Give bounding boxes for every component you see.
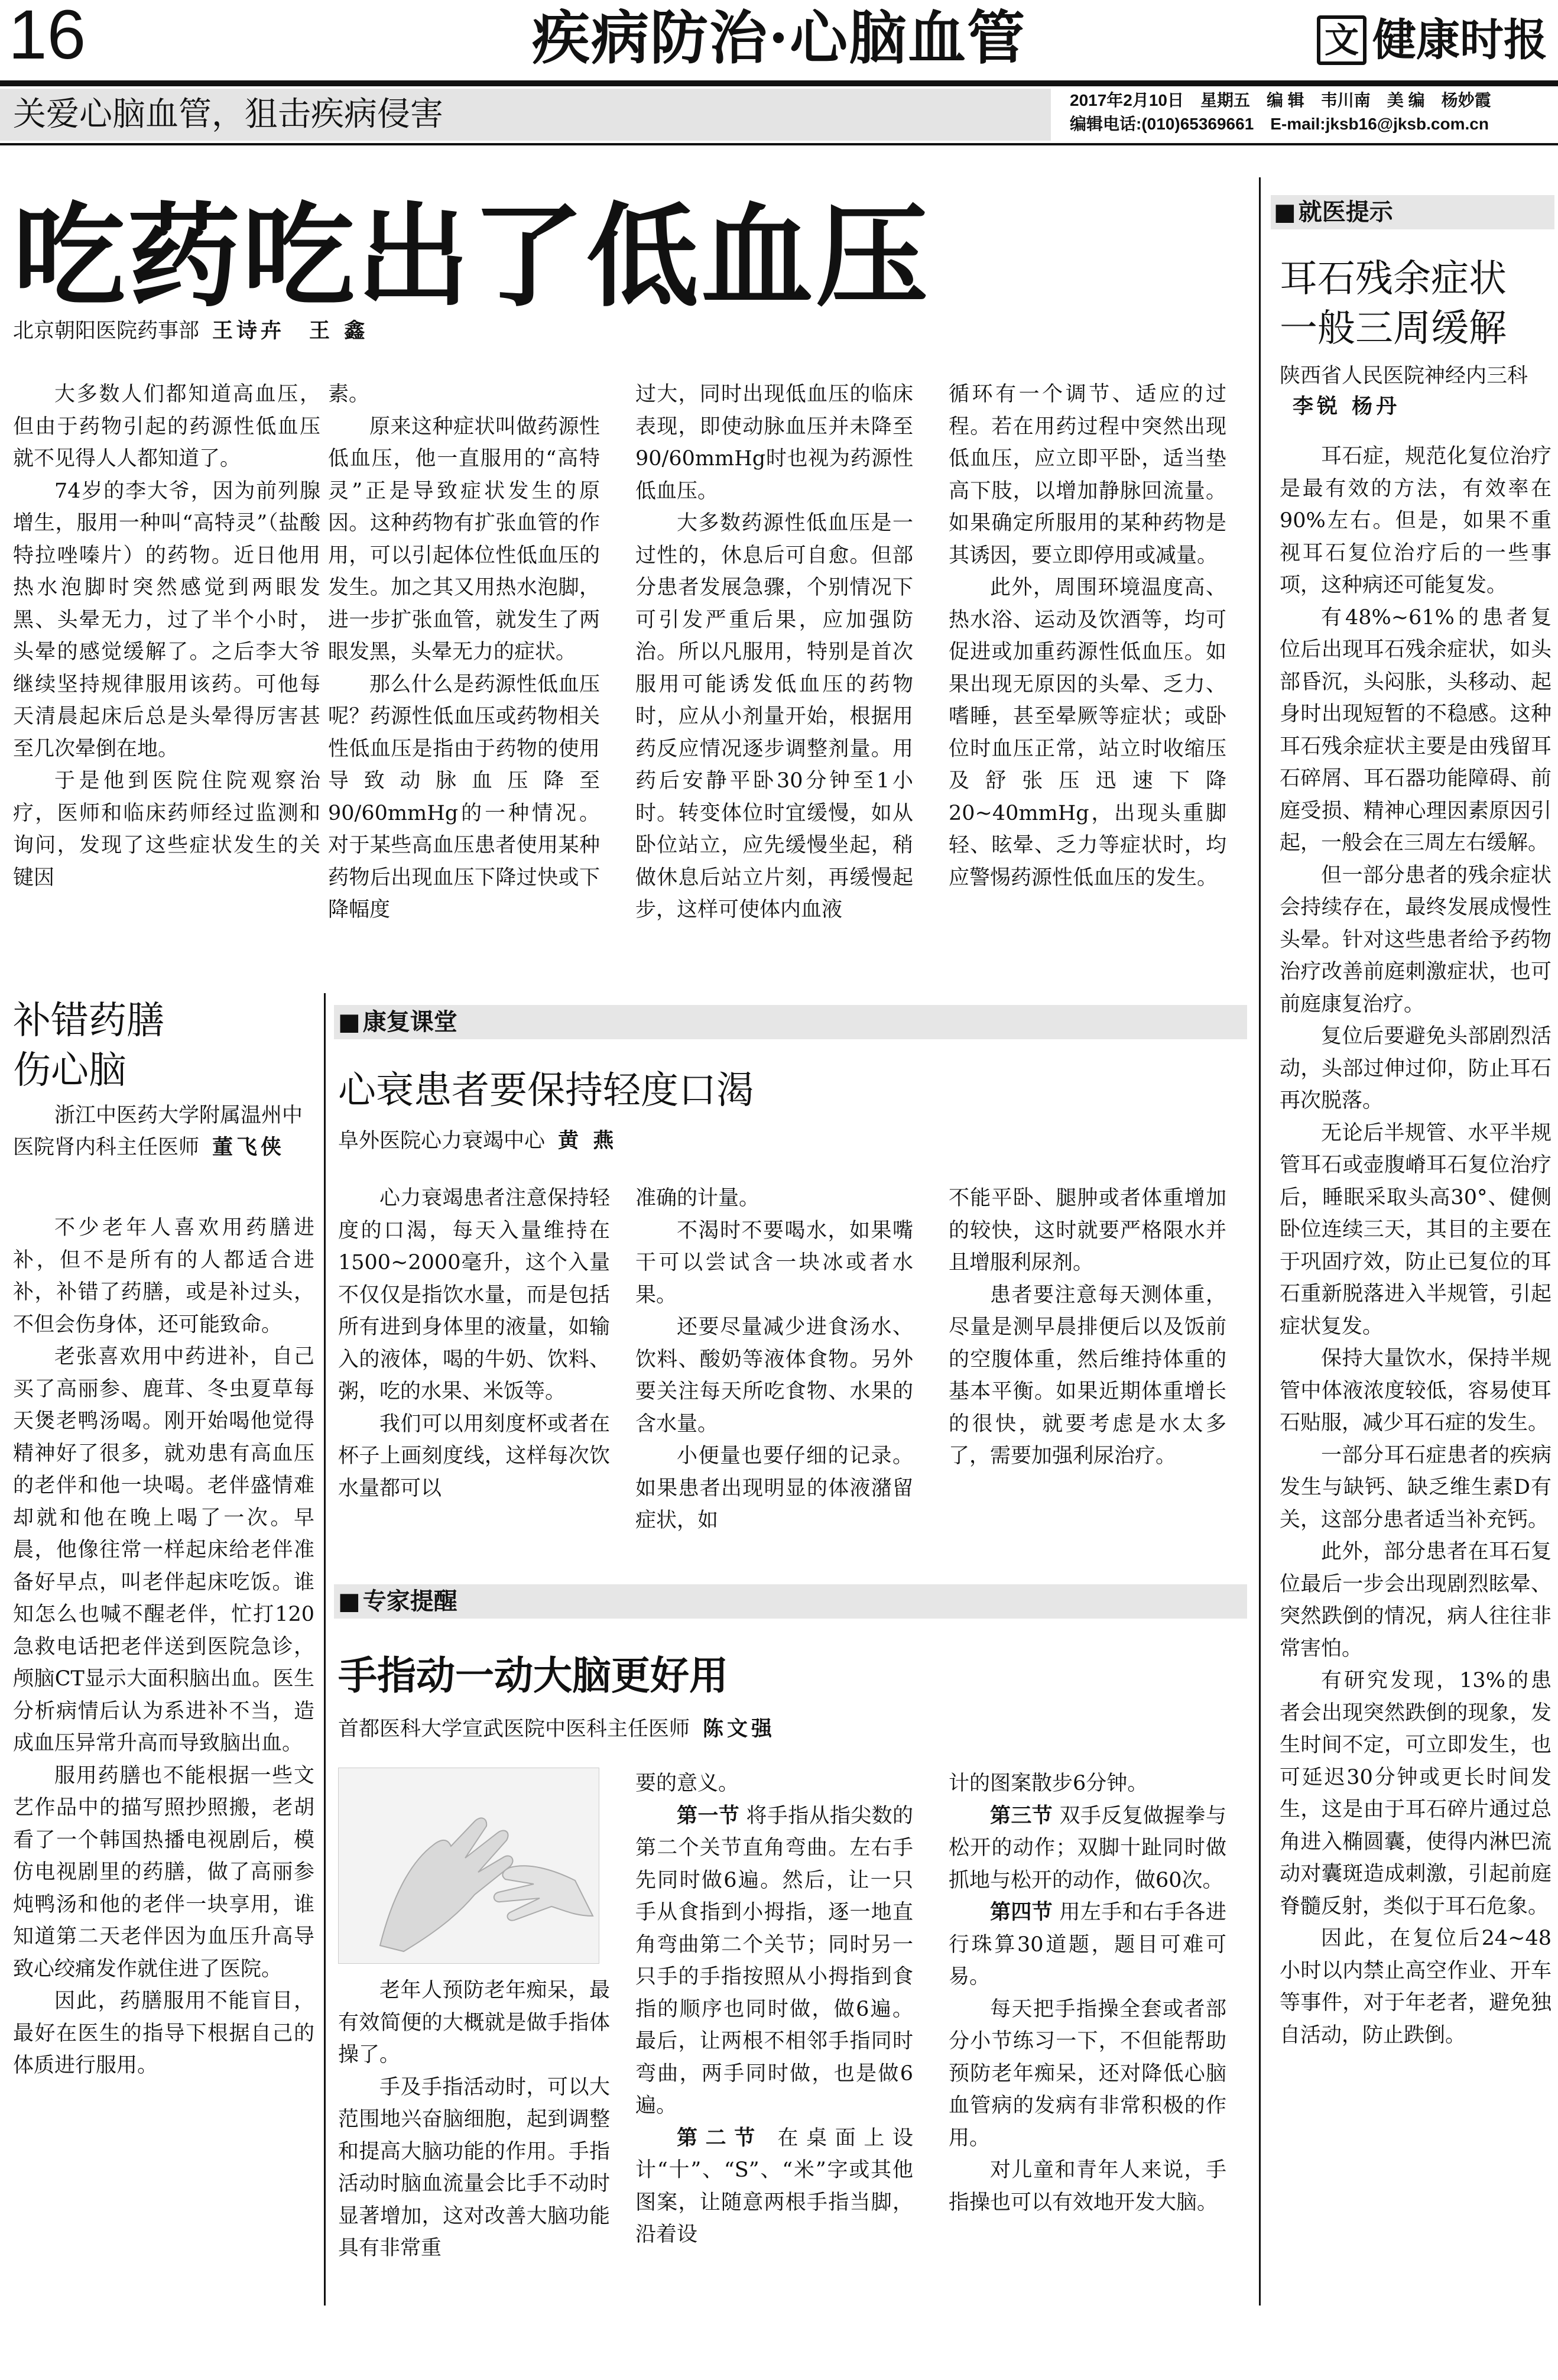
issue-date-editors: 2017年2月10日 星期五 编 辑 韦川南 美 编 杨妙霞 [1070, 91, 1491, 109]
header-rule [0, 80, 1558, 86]
paragraph: 小便量也要仔细的记录。如果患者出现明显的体液潴留症状，如 [635, 1444, 913, 1532]
byline-authors: 黄 燕 [558, 1129, 618, 1153]
paragraph: 第二节 在桌面上设计“十”、“S”、“米”字或其他图案，让随意两根手指当脚，沿着设 [635, 2126, 913, 2246]
paragraph: 有研究发现，13%的患者会出现突然跌倒的现象，发生时间不定，可立即发生，也可延迟30分钟或更长时间发生，这是由于耳石碎片通过总角进入椭圆囊，使得内淋巴流动对囊斑造成刺激，引起前庭脊髓反射，类似于耳石危象。 [1280, 1669, 1551, 1918]
byline-org: 阜外医院心力衰竭中心 [338, 1129, 546, 1153]
paragraph: 计的图案散步6分钟。 [949, 1772, 1148, 1795]
paragraph: 不渴时不要喝水，如果嘴干可以尝试含一块冰或者水果。 [635, 1218, 913, 1307]
section-label: 第二节 [677, 2126, 763, 2150]
finger-byline [338, 1714, 775, 1744]
column-divider [324, 993, 326, 2306]
left-headline-line1: 补错药膳 [13, 999, 164, 1043]
paragraph: 原来这种症状叫做药源性低血压，他一直服用的“高特灵”正是导致症状发生的原因。这种药物有扩张血管的作用，可以引起体位性低血压的发生。加之其又用热水泡脚，进一步扩张血管，就发生了两眼发黑，头晕无力的症状。 [328, 414, 600, 664]
paragraph: 保持大量饮水，保持半规管中体液浓度较低，容易使耳石贴服，减少耳石症的发生。 [1280, 1347, 1551, 1435]
paragraph: 心力衰竭患者注意保持轻度的口渴，每天入量维持在1500~2000毫升，这个入量不仅仅是指饮水量，而是包括所有进到身体里的液量，如输入的液体，喝的牛奶、饮料、粥，吃的水果、米饭等。 [338, 1186, 610, 1403]
paragraph: 第四节 用左手和右手各进行珠算30道题，题目可难可易。 [949, 1901, 1226, 1989]
kicker-side: ■ 就医提示 [1274, 195, 1393, 229]
paragraph: 耳石症，规范化复位治疗是最有效的方法，有效率在90%左右。但是，如果不重视耳石复位治疗后的一些事项，这种病还可能复发。 [1280, 445, 1551, 597]
byline-org: 北京朝阳医院药事部 [13, 319, 200, 343]
paragraph: 复位后要避免头部剧烈活动，头部过伸过仰，防止耳石再次脱落。 [1280, 1024, 1551, 1113]
paragraph: 无论后半规管、水平半规管耳石或壶腹嵴耳石复位治疗后，睡眠采取头高30°、健侧卧位连续三天，其目的主要在于巩固疗效，防止已复位的耳石重新脱落进入半规管，引起症状复发。 [1280, 1121, 1551, 1338]
paragraph: 老张喜欢用中药进补，自己买了高丽参、鹿茸、冬虫夏草每天煲老鸭汤喝。刚开始喝他觉得精神好了很多，就劝患有高血压的老伴和他一块喝。老伴盛情难却就和他在晚上喝了一次。早晨，他像往常一样起床给老伴准备好早点，叫老伴起床吃饭。谁知怎么也喊不醒老伴，忙打120急救电话把老伴送到医院急诊，颅脑CT显示大面积脑出血。医生分析病情后认为系进补不当，造成血压异常升高而导致脑出血。 [13, 1345, 314, 1755]
rehab-col2 [635, 1182, 913, 1537]
paragraph: 有48%~61%的患者复位后出现耳石残余症状，如头部昏沉，头闷胀，头移动、起身时出现短暂的不稳感。这种耳石残余症状主要是由残留耳石碎屑、耳石器功能障碍、前庭受损、精神心理因素原因引起，一般会在三周左右缓解。 [1280, 605, 1551, 855]
main-article-col3 [635, 378, 913, 926]
header-rule-thin [0, 143, 1558, 145]
slogan: 关爱心脑血管，狙击疾病侵害 [13, 95, 443, 134]
paragraph: 因此，药膳服用不能盲目，最好在医生的指导下根据自己的体质进行服用。 [13, 1989, 314, 2077]
left-headline [13, 996, 164, 1095]
logo-text: 健康时报 [1372, 15, 1547, 66]
left-article-body [13, 1212, 314, 2082]
column-divider [1259, 177, 1261, 2306]
side-headline-line2: 一般三周缓解 [1280, 307, 1507, 351]
byline-authors: 董飞侠 [212, 1136, 285, 1159]
byline-org: 浙江中医药大学附属温州中医院肾内科主任医师 [13, 1104, 303, 1159]
side-byline [1280, 361, 1551, 422]
kicker-bar [334, 1005, 1247, 1039]
paragraph: 要的意义。 [635, 1772, 739, 1795]
logo-mark-icon: 文 [1317, 15, 1367, 65]
paragraph: 服用药膳也不能根据一些文艺作品中的描写照抄照搬，老胡看了一个韩国热播电视剧后，模仿电视剧里的药膳，做了高丽参炖鸭汤和他的老伴一块享用，谁知道第二天老伴因为血压升高导致心绞痛发作就住进了医院。 [13, 1763, 314, 1981]
left-byline [13, 1100, 314, 1163]
main-byline [13, 316, 368, 346]
paragraph: 老年人预防老年痴呆，最有效简便的大概就是做手指体操了。 [338, 1979, 610, 2067]
paragraph: 不能平卧、腿肿或者体重增加的较快，这时就要严格限水并且增服利尿剂。 [949, 1186, 1226, 1275]
paragraph: 手及手指活动时，可以大范围地兴奋脑细胞，起到调整和提高大脑功能的作用。手指活动时脑血流量会比手不动时显著增加，这对改善大脑功能具有非常重 [338, 2075, 610, 2260]
issue-meta [1070, 89, 1491, 136]
paragraph: 对儿童和青年人来说，手指操也可以有效地开发大脑。 [949, 2158, 1226, 2214]
paragraph: 不少老年人喜欢用药膳进补，但不是所有的人都适合进补，补错了药膳，或是补过头，不但会伤身体，还可能致命。 [13, 1216, 314, 1337]
paragraph: 素。 [328, 382, 370, 406]
section-label: 第一节 [677, 1804, 740, 1828]
kicker-bar [334, 1584, 1247, 1619]
byline-authors: 陈文强 [703, 1717, 776, 1741]
side-headline [1280, 254, 1507, 354]
byline-org: 陕西省人民医院神经内三科 [1280, 364, 1528, 388]
rehab-headline: 心衰患者要保持轻度口渴 [338, 1069, 754, 1113]
rehab-col3 [949, 1182, 1226, 1473]
paragraph: 于是他到医院住院观察治疗，医师和临床药师经过监测和询问，发现了这些症状发生的关键因 [13, 769, 320, 890]
section-label: 第四节 [990, 1901, 1053, 1924]
finger-col1 [338, 1974, 610, 2265]
rehab-byline [338, 1126, 617, 1156]
paragraph: 此外，周围环境温度高、热水浴、运动及饮酒等，均可促进或加重药源性低血压。如果出现无原因的头晕、乏力、嗜睡，甚至晕厥等症状；或卧位时血压正常，站立时收缩压及舒张压迅速下降20~40mmHg，出现头重脚轻、眩晕、乏力等症状时，均应警惕药源性低血压的发生。 [949, 576, 1226, 890]
kicker-rehab: ■ 康复课堂 [338, 1005, 457, 1039]
paragraph: 那么什么是药源性低血压呢？药源性低血压或药物相关性低血压是指由于药物的使用导致动脉血压降至90/60mmHg的一种情况。对于某些高血压患者使用某种药物后出现血压下降过快或下降幅度 [328, 672, 600, 922]
paragraph: 每天把手指操全套或者部分小节练习一下，不但能帮助预防老年痴呆，还对降低心脑血管病的发病有非常积极的作用。 [949, 1997, 1226, 2150]
newspaper-logo [1317, 11, 1547, 70]
paragraph: 过大，同时出现低血压的临床表现，即使动脉血压并未降至90/60mmHg时也视为药源性低血压。 [635, 382, 913, 503]
paragraph: 我们可以用刻度杯或者在杯子上画刻度线，这样每次饮水量都可以 [338, 1412, 610, 1500]
paragraph: 但一部分患者的残余症状会持续存在，最终发展成慢性头晕。针对这些患者给予药物治疗改善前庭刺激症状，也可前庭康复治疗。 [1280, 863, 1551, 1016]
paragraph: 准确的计量。 [635, 1186, 760, 1210]
kicker-finger: ■ 专家提醒 [338, 1584, 457, 1619]
main-article-col2 [328, 378, 600, 926]
side-article-body [1280, 440, 1551, 2051]
finger-headline: 手指动一动大脑更好用 [338, 1653, 728, 1698]
paragraph: 第三节 双手反复做握拳与松开的动作；双脚十趾同时做抓地与松开的动作，做60次。 [949, 1804, 1226, 1892]
byline-authors: 李锐 杨丹 [1293, 395, 1401, 419]
main-article-col4 [949, 378, 1226, 894]
main-article-col1 [13, 378, 320, 894]
page-number: 16 [8, 0, 86, 74]
side-headline-line1: 耳石残余症状 [1280, 257, 1507, 301]
paragraph: 大多数药源性低血压是一过性的，休息后可自愈。但部分患者发展急骤，个别情况下可引发严重后果，应加强防治。所以凡服用，特别是首次服用可能诱发低血压的药物时，应从小剂量开始，根据用药反应情况逐步调整剂量。用药后安静平卧30分钟至1小时。转变体位时宜缓慢，如从卧位站立，应先缓慢坐起，稍做休息后站立片刻，再缓慢起步，这样可使体内血液 [635, 511, 913, 922]
section-title: 疾病防治·心脑血管 [532, 4, 1027, 72]
paragraph: 74岁的李大爷，因为前列腺增生，服用一种叫“高特灵”（盐酸特拉唑嗪片）的药物。近日他用热水泡脚时突然感觉到两眼发黑、头晕无力，过了半个小时，头晕的感觉缓解了。之后李大爷继续坚持规律服用该药。可他每天清晨起床后总是头晕得厉害甚至几次晕倒在地。 [13, 479, 320, 761]
hands-photo [338, 1768, 599, 1964]
editor-contact: 编辑电话:(010)65369661 E-mail:jksb16@jksb.com.cn [1070, 115, 1489, 133]
paragraph: 第一节 将手指从指尖数的第二个关节直角弯曲。左右手先同时做6遍。然后，让一只手从食指到小拇指，逐一地直角弯曲第二个关节；同时另一只手的手指按照从小拇指到食指的顺序也同时做，做6遍。最后，让两根不相邻手指同时弯曲，两手同时做，也是做6遍。 [635, 1804, 913, 2118]
paragraph: 一部分耳石症患者的疾病发生与缺钙、缺乏维生素D有关，这部分患者适当补充钙。 [1280, 1443, 1551, 1532]
byline-org: 首都医科大学宣武医院中医科主任医师 [338, 1717, 690, 1741]
paragraph: 因此，在复位后24~48小时以内禁止高空作业、开车等事件，对于年老者，避免独自活动，防止跌倒。 [1280, 1927, 1551, 2047]
paragraph: 循环有一个调节、适应的过程。若在用药过程中突然出现低血压，应立即平卧，适当垫高下肢，以增加静脉回流量。如果确定所服用的某种药物是其诱因，要立即停用或减量。 [949, 382, 1226, 568]
section-label: 第三节 [990, 1804, 1053, 1828]
finger-col3 [949, 1768, 1226, 2219]
paragraph: 患者要注意每天测体重，尽量是测早晨排便后以及饭前的空腹体重，然后维持体重的基本平衡。如果近期体重增长的很快，就要考虑是水太多了，需要加强利尿治疗。 [949, 1283, 1226, 1468]
paragraph: 还要尽量减少进食汤水、饮料、酸奶等液体食物。另外要关注每天所吃食物、水果的含水量。 [635, 1315, 913, 1436]
finger-col2 [635, 1768, 913, 2251]
byline-authors: 王诗卉 王 鑫 [212, 319, 369, 343]
paragraph: 大多数人们都知道高血压，但由于药物引起的药源性低血压就不见得人人都知道了。 [13, 382, 320, 471]
main-headline: 吃药吃出了低血压 [13, 192, 931, 322]
left-headline-line2: 伤心脑 [13, 1049, 126, 1092]
rehab-col1 [338, 1182, 610, 1504]
paragraph: 此外，部分患者在耳石复位最后一步会出现剧烈眩晕、突然跌倒的情况，病人往往非常害怕。 [1280, 1540, 1551, 1661]
